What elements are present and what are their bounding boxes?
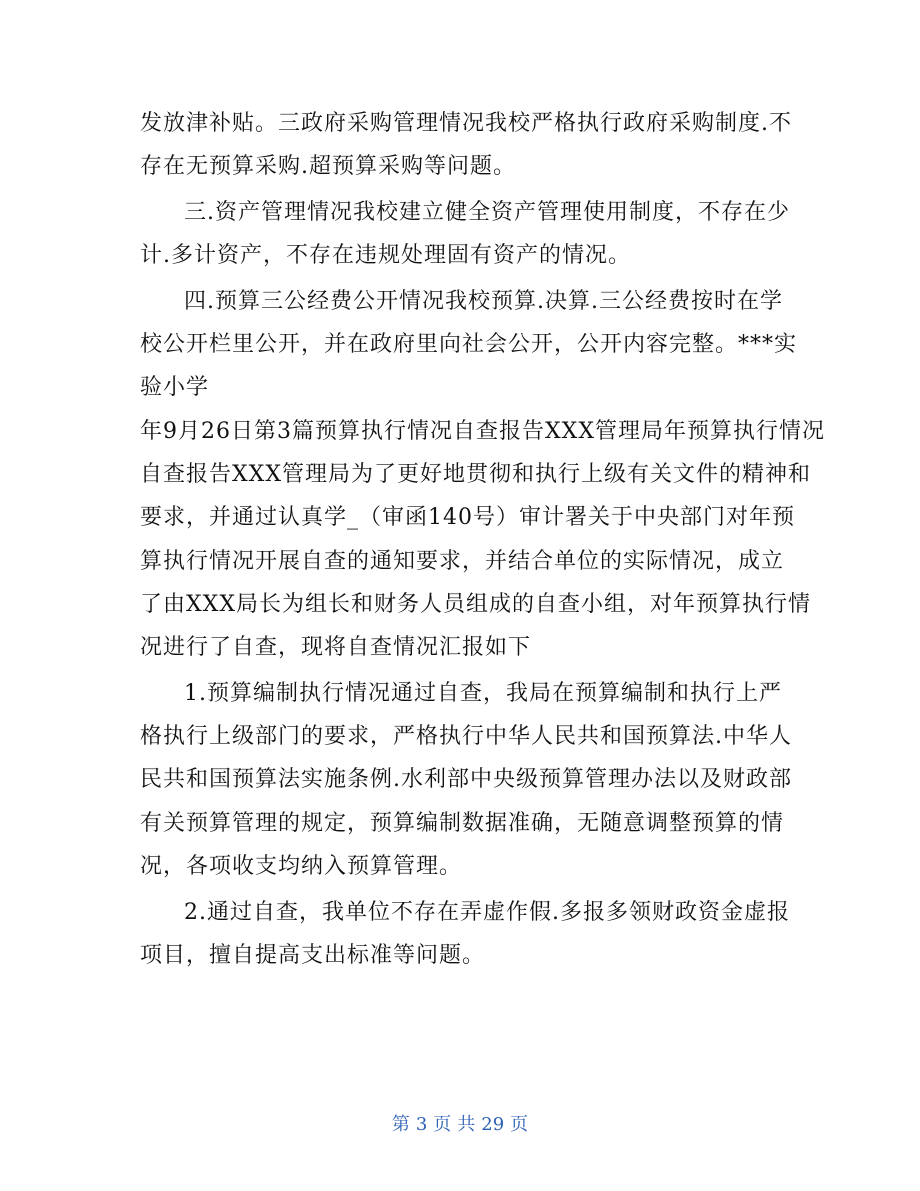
text-line: 格执行上级部门的要求，严格执行中华人民共和国预算法.中华人 — [140, 724, 792, 749]
text-line: 计.多计资产，不存在违规处理固有资产的情况。 — [140, 243, 631, 268]
footer-total-word: 共 — [457, 1114, 476, 1135]
footer-page-word: 页 — [433, 1114, 452, 1135]
text-line: 有关预算管理的规定，预算编制数据准确，无随意调整预算的情 — [140, 811, 785, 836]
text-line: 校公开栏里公开，并在政府里向社会公开，公开内容完整。***实 — [140, 332, 798, 357]
text-line: 要求，并通过认真学_（审函140号）审计署关于中央部门对年预 — [140, 505, 795, 530]
footer-current-page: 3 — [415, 1114, 428, 1135]
text-line: 自查报告XXX管理局为了更好地贯彻和执行上级有关文件的精神和 — [140, 462, 811, 487]
footer-prefix: 第 — [391, 1114, 410, 1135]
text-line: 1.预算编制执行情况通过自查，我局在预算编制和执行上严 — [184, 681, 782, 706]
page-footer — [0, 1113, 920, 1137]
text-line: 算执行情况开展自查的通知要求，并结合单位的实际情况，成立 — [140, 549, 785, 574]
text-line: 四.预算三公经费公开情况我校预算.决算.三公经费按时在学 — [184, 289, 783, 314]
text-line: 存在无预算采购.超预算采购等问题。 — [140, 154, 516, 179]
text-line: 项目，擅自提高支出标准等问题。 — [140, 943, 486, 968]
text-line: 2.通过自查，我单位不存在弄虚作假.多报多领财政资金虚报 — [184, 900, 790, 925]
text-line: 年9月26日第3篇预算执行情况自查报告XXX管理局年预算执行情况 — [140, 419, 825, 444]
footer-suffix: 页 — [510, 1114, 529, 1135]
text-line: 况进行了自查，现将自查情况汇报如下 — [140, 635, 532, 660]
text-line: 发放津补贴。三政府采购管理情况我校严格执行政府采购制度.不 — [140, 111, 792, 136]
text-line: 了由XXX局长为组长和财务人员组成的自查小组，对年预算执行情 — [140, 592, 811, 617]
text-line: 况，各项收支均纳入预算管理。 — [140, 854, 463, 879]
text-line: 三.资产管理情况我校建立健全资产管理使用制度，不存在少 — [184, 200, 790, 225]
text-line: 验小学 — [140, 375, 210, 400]
footer-total-pages: 29 — [481, 1114, 505, 1135]
text-line: 民共和国预算法实施条例.水利部中央级预算管理办法以及财政部 — [140, 767, 792, 792]
